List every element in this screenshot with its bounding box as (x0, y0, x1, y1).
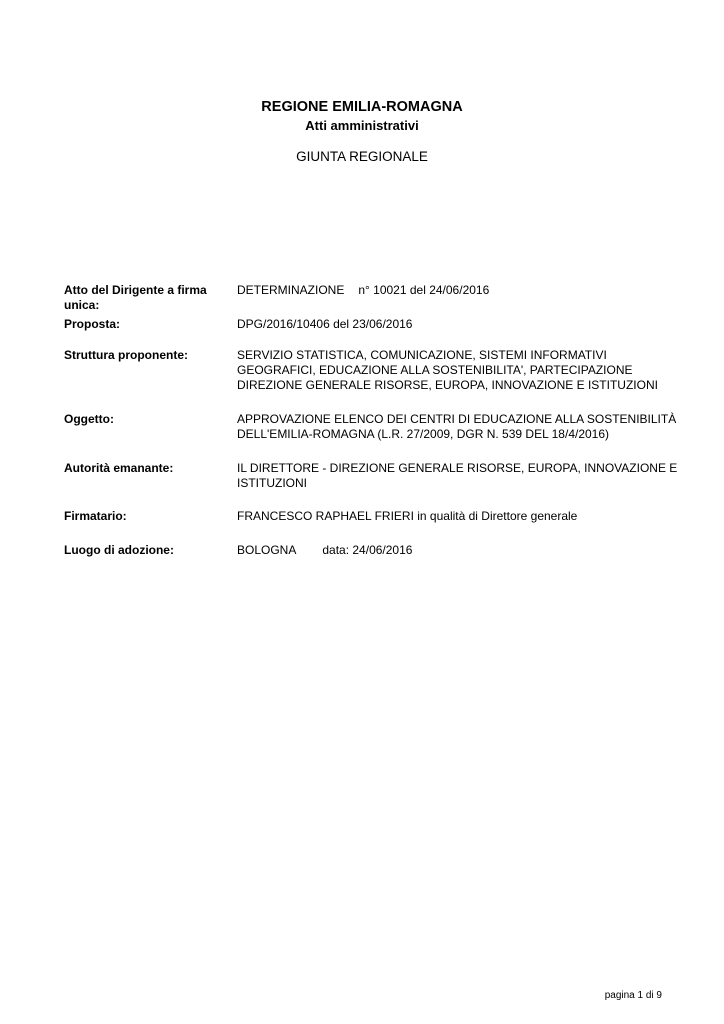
document-subtitle: Atti amministrativi (305, 118, 419, 133)
autorita-value (237, 461, 694, 491)
row-autorita (64, 461, 694, 491)
atto-label: Atto del Dirigente a firma unica: (64, 283, 207, 312)
issuing-body: GIUNTA REGIONALE (296, 149, 428, 164)
atto-number: n° 10021 del 24/06/2016 (358, 283, 490, 297)
row-proposta (64, 317, 694, 332)
oggetto-line: APPROVAZIONE ELENCO DEI CENTRI DI EDUCAZIONE ALLA SOSTENIBILITÀ (237, 412, 677, 426)
luogo-label: Luogo di adozione: (64, 543, 174, 557)
atto-type: DETERMINAZIONE (237, 283, 345, 297)
row-atto (64, 283, 694, 313)
proposta-value: DPG/2016/10406 del 23/06/2016 (237, 317, 413, 331)
firmatario-label: Firmatario: (64, 509, 127, 523)
autorita-line: IL DIRETTORE - DIREZIONE GENERALE RISORSE, EUROPA, INNOVAZIONE E (237, 461, 678, 475)
row-luogo (64, 543, 694, 558)
luogo-place: BOLOGNA (237, 543, 297, 557)
proposta-label: Proposta: (64, 317, 121, 331)
struttura-line: DIREZIONE GENERALE RISORSE, EUROPA, INNOVAZIONE E ISTITUZIONI (237, 378, 658, 392)
row-firmatario (64, 509, 694, 524)
oggetto-value (237, 412, 694, 442)
document-header (0, 98, 724, 165)
struttura-label: Struttura proponente: (64, 348, 188, 362)
struttura-line: GEOGRAFICI, EDUCAZIONE ALLA SOSTENIBILITA', PARTECIPAZIONE (237, 363, 633, 377)
atto-value (237, 283, 694, 313)
act-metadata (64, 283, 694, 558)
luogo-value (237, 543, 694, 558)
organization-title: REGIONE EMILIA-ROMAGNA (261, 99, 463, 115)
luogo-date: data: 24/06/2016 (322, 543, 413, 557)
struttura-line: SERVIZIO STATISTICA, COMUNICAZIONE, SISTEMI INFORMATIVI (237, 348, 607, 362)
row-struttura (64, 348, 694, 393)
page-number: pagina 1 di 9 (604, 990, 662, 1001)
autorita-label: Autorità emanante: (64, 461, 174, 475)
autorita-line: ISTITUZIONI (237, 476, 307, 490)
row-oggetto (64, 412, 694, 442)
struttura-value (237, 348, 694, 393)
firmatario-value: FRANCESCO RAPHAEL FRIERI in qualità di Direttore generale (237, 509, 578, 523)
oggetto-label: Oggetto: (64, 412, 114, 426)
oggetto-line: DELL'EMILIA-ROMAGNA (L.R. 27/2009, DGR N. 539 DEL 18/4/2016) (237, 427, 610, 441)
